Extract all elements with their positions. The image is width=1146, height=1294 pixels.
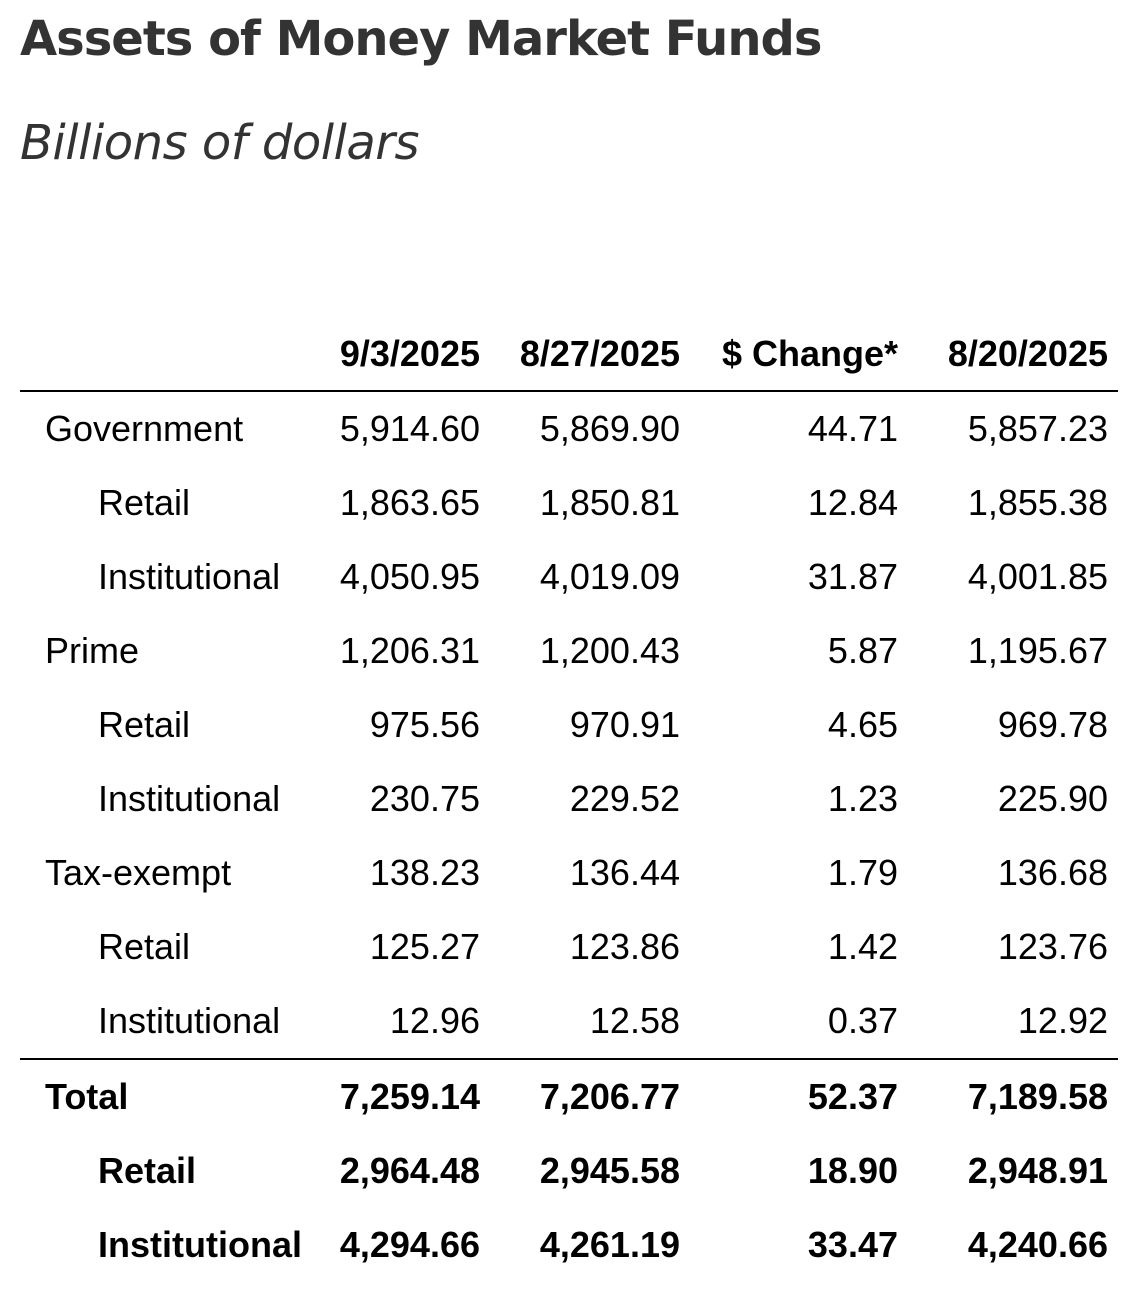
- row-label: Retail: [98, 704, 191, 745]
- table-cell: 4.65: [827, 704, 898, 745]
- table-cell: 123.76: [997, 926, 1108, 967]
- column-header-8-20-2025: 8/20/2025: [908, 318, 1118, 391]
- table-cell: 4,001.85: [967, 556, 1108, 597]
- table-cell: 225.90: [997, 778, 1108, 819]
- row-label: Prime: [45, 630, 140, 671]
- table-cell: 12.92: [1017, 1000, 1108, 1041]
- row-label: Institutional: [98, 1000, 281, 1041]
- table-cell: 1.79: [827, 852, 898, 893]
- table-row-prime-institutional: [20, 762, 1118, 836]
- column-header-8-27-2025: 8/27/2025: [490, 318, 690, 391]
- table-cell: 4,019.09: [539, 556, 680, 597]
- table-cell: 5.87: [827, 630, 898, 671]
- table-cell: 52.37: [690, 1059, 908, 1134]
- table-cell: 1,200.43: [539, 630, 680, 671]
- row-label: Institutional: [98, 778, 281, 819]
- table-header-row: [20, 318, 1118, 391]
- table-row-prime: [20, 614, 1118, 688]
- table-cell: 2,948.91: [967, 1150, 1108, 1191]
- table-cell: 12.84: [807, 482, 898, 523]
- row-label: Institutional: [98, 1224, 302, 1265]
- table-cell: 18.90: [807, 1150, 898, 1191]
- table-cell: 5,857.23: [967, 408, 1108, 449]
- table-cell: 229.52: [569, 778, 680, 819]
- row-label: Retail: [98, 482, 191, 523]
- table-row-government-institutional: [20, 540, 1118, 614]
- table-row-tax-exempt: [20, 836, 1118, 910]
- table-cell: 12.58: [589, 1000, 680, 1041]
- table-cell: 1,195.67: [967, 630, 1108, 671]
- table-cell: 4,050.95: [339, 556, 480, 597]
- column-header-9-3-2025: 9/3/2025: [320, 318, 490, 391]
- table-cell: 125.27: [369, 926, 480, 967]
- table-cell: 2,964.48: [339, 1150, 480, 1191]
- table-row-tax-exempt-retail: [20, 910, 1118, 984]
- column-header-label: [20, 318, 320, 391]
- table-row-total-institutional: [20, 1208, 1118, 1282]
- row-label: Government: [45, 408, 244, 449]
- table-cell: 33.47: [807, 1224, 898, 1265]
- table-cell: 1,206.31: [339, 630, 480, 671]
- column-header-change: $ Change*: [690, 318, 908, 391]
- table-cell: 136.44: [569, 852, 680, 893]
- table-cell: 0.37: [827, 1000, 898, 1041]
- table-cell: 1,863.65: [339, 482, 480, 523]
- row-label: Total: [20, 1059, 320, 1134]
- table-cell: 138.23: [369, 852, 480, 893]
- table-cell: 975.56: [369, 704, 480, 745]
- table-row-total: [20, 1059, 1118, 1134]
- table-row-prime-retail: [20, 688, 1118, 762]
- table-cell: 1,850.81: [539, 482, 680, 523]
- table-cell: 12.96: [389, 1000, 480, 1041]
- row-label: Retail: [98, 926, 191, 967]
- table-cell: 969.78: [997, 704, 1108, 745]
- table-row-government: [20, 391, 1118, 466]
- row-label: Tax-exempt: [45, 852, 232, 893]
- table-cell: 7,189.58: [908, 1059, 1118, 1134]
- table-cell: 1.23: [827, 778, 898, 819]
- table-cell: 1,855.38: [967, 482, 1108, 523]
- table-cell: 2,945.58: [539, 1150, 680, 1191]
- table-cell: 4,294.66: [339, 1224, 480, 1265]
- table-cell: 136.68: [997, 852, 1108, 893]
- table-cell: 7,206.77: [490, 1059, 690, 1134]
- table-cell: 4,240.66: [967, 1224, 1108, 1265]
- table-cell: 4,261.19: [539, 1224, 680, 1265]
- table-cell: 970.91: [569, 704, 680, 745]
- table-cell: 44.71: [807, 408, 898, 449]
- table-cell: 1.42: [827, 926, 898, 967]
- table-cell: 31.87: [807, 556, 898, 597]
- page-subtitle: Billions of dollars: [20, 115, 420, 171]
- table-cell: 7,259.14: [320, 1059, 490, 1134]
- table-cell: 123.86: [569, 926, 680, 967]
- table-row-tax-exempt-institutional: [20, 984, 1118, 1059]
- table-row-total-retail: [20, 1134, 1118, 1208]
- table-cell: 5,869.90: [539, 408, 680, 449]
- table-row-government-retail: [20, 466, 1118, 540]
- row-label: Retail: [98, 1150, 197, 1191]
- table-cell: 5,914.60: [339, 408, 480, 449]
- table-cell: 230.75: [369, 778, 480, 819]
- page-title: Assets of Money Market Funds: [20, 11, 822, 67]
- money-market-assets-table: [20, 318, 1118, 1282]
- row-label: Institutional: [98, 556, 281, 597]
